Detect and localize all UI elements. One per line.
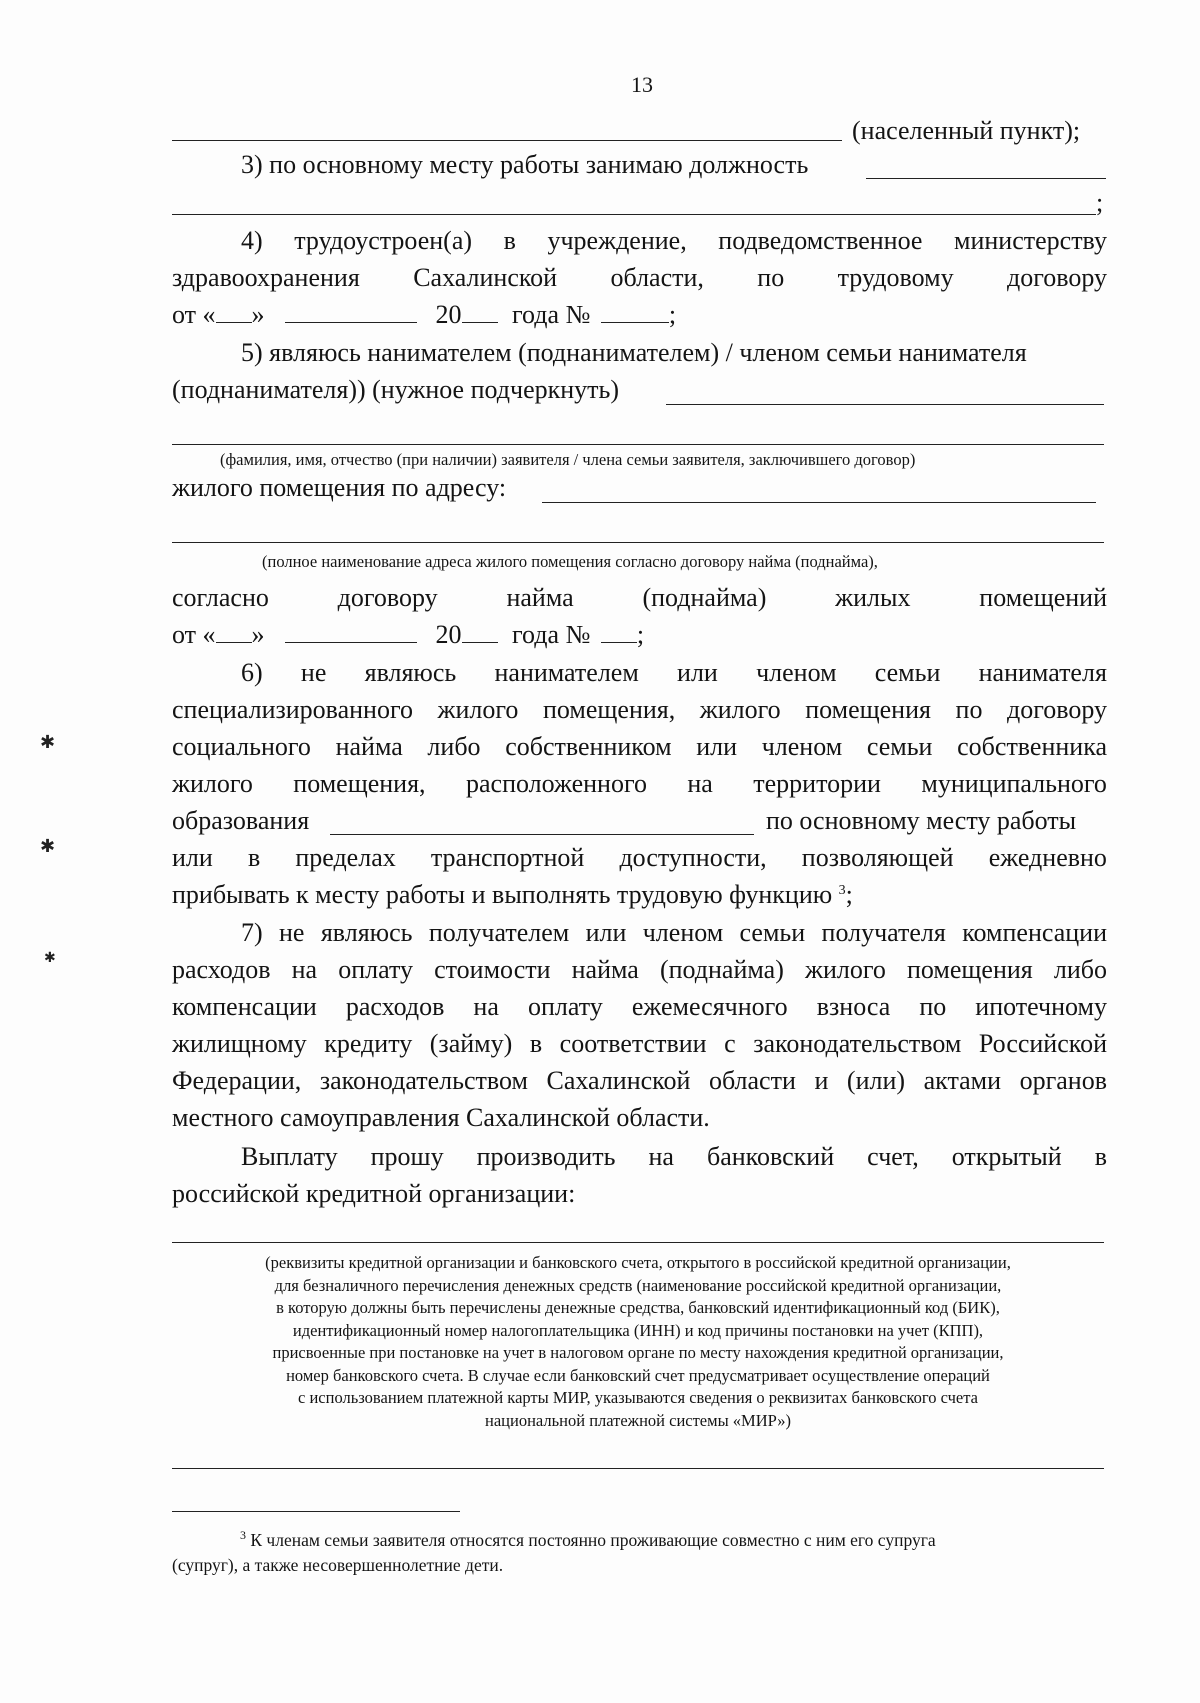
bank-details-blank [172, 1216, 1104, 1243]
bank-details-blank-2 [172, 1442, 1104, 1469]
item6-line2: специализированного жилого помещения, жилого помещения по договору [172, 695, 1107, 724]
contract-number-blank-2 [601, 620, 637, 643]
scan-mark: ✱ [40, 732, 56, 752]
item7-line3: компенсации расходов на оплату ежемесячного взноса по ипотечному [172, 992, 1107, 1021]
item6-line4: жилого помещения, расположенного на территории муниципального [172, 769, 1107, 798]
item4-line2: здравоохранения Сахалинской области, по трудовому договору [172, 263, 1107, 292]
item6-line7: прибывать к месту работы и выполнять трудовую функцию $^3$; [172, 880, 853, 909]
day-blank-2 [216, 620, 252, 643]
item7-line5: Федерации, законодательством Сахалинской области и (или) актами органов [172, 1066, 1107, 1095]
footnote-separator [172, 1511, 460, 1512]
settlement-blank [172, 112, 842, 141]
item7-line1: 7) не являюсь получателем или членом семьи получателя компенсации [241, 918, 1107, 947]
address-blank-2 [172, 516, 1104, 543]
item5-line5: от « » 20 года № ; [172, 620, 645, 649]
address-blank [542, 476, 1096, 503]
item7-line4: жилищному кредиту (займу) в соответствии с законодательством Российской [172, 1029, 1107, 1058]
year-blank [462, 300, 498, 323]
month-blank [285, 300, 417, 323]
position-blank [866, 152, 1106, 179]
item5-line3: жилого помещения по адресу: [172, 473, 507, 502]
item3-end: ; [1096, 188, 1104, 217]
footnote-line1: $^3$ К членам семьи заявителя относятся постоянно проживающие совместно с ним его супруга [240, 1528, 936, 1550]
municipality-blank [330, 808, 754, 835]
item7-line6: местного самоуправления Сахалинской области. [172, 1103, 710, 1132]
item5-line1: 5) являюсь нанимателем (поднанимателем) / членом семьи нанимателя [241, 338, 1027, 367]
item7-line2: расходов на оплату стоимости найма (поднайма) жилого помещения либо [172, 955, 1107, 984]
item6-line5-end: по основному месту работы [766, 806, 1077, 835]
bank-caption: (реквизиты кредитной организации и банковского счета, открытого в российской кредитной организации, для безналичного перечисления денежных средств (наименование российской кредитной организации, в которую должны быть перечислены денежные средства, банковский идентификационный код (БИК), идентификационный номер налогоплательщика (ИНН) и код причины постановки на учет (КПП), присвоенные при постановке на учет в налоговом органе по месту нахождения кредитной организации, номер банковского счета. В случае если банковский счет предусматривает осуществление операций с использованием платежной карты МИР, указываются сведения о реквизитах банковского счета национальной платежной системы «МИР») [265, 1253, 1011, 1430]
item6-line5-start: образования [172, 806, 310, 835]
tenant-name-blank [666, 378, 1104, 405]
month-blank-2 [285, 620, 417, 643]
contract-number-blank [601, 300, 669, 323]
footnote-line2: (супруг), а также несовершеннолетние дети. [172, 1555, 504, 1575]
item4-line1: 4) трудоустроен(а) в учреждение, подведомственное министерству [241, 226, 1107, 255]
tenant-name-blank-2 [172, 418, 1104, 445]
scan-mark: ✱ [40, 836, 56, 856]
item6-line3: социального найма либо собственником или членом семьи собственника [172, 732, 1107, 761]
address-caption: (полное наименование адреса жилого помещения согласно договору найма (поднайма), [262, 552, 878, 571]
footnote-ref[interactable]: 3 [838, 883, 846, 898]
item5-line2: (поднанимателя)) (нужное подчеркнуть) [172, 375, 620, 404]
day-blank [216, 300, 252, 323]
item6-line1: 6) не являюсь нанимателем или членом семьи нанимателя [241, 658, 1107, 687]
item3-text: 3) по основному месту работы занимаю должность [241, 150, 809, 179]
item6-line6: или в пределах транспортной доступности, позволяющей ежедневно [172, 843, 1107, 872]
scan-mark: ✱ [44, 951, 56, 966]
payment-line1: Выплату прошу производить на банковский счет, открытый в [241, 1142, 1107, 1171]
item5-line4: согласно договору найма (поднайма) жилых помещений [172, 583, 1107, 612]
position-blank-2 [172, 188, 1096, 215]
settlement-caption: (населенный пункт); [852, 116, 1081, 145]
item4-line3: от « » 20 года № ; [172, 300, 677, 329]
year-blank-2 [462, 620, 498, 643]
tenant-caption: (фамилия, имя, отчество (при наличии) заявителя / члена семьи заявителя, заключившего договор) [220, 450, 916, 469]
page-number: 13 [631, 72, 653, 97]
payment-line2: российской кредитной организации: [172, 1179, 576, 1208]
